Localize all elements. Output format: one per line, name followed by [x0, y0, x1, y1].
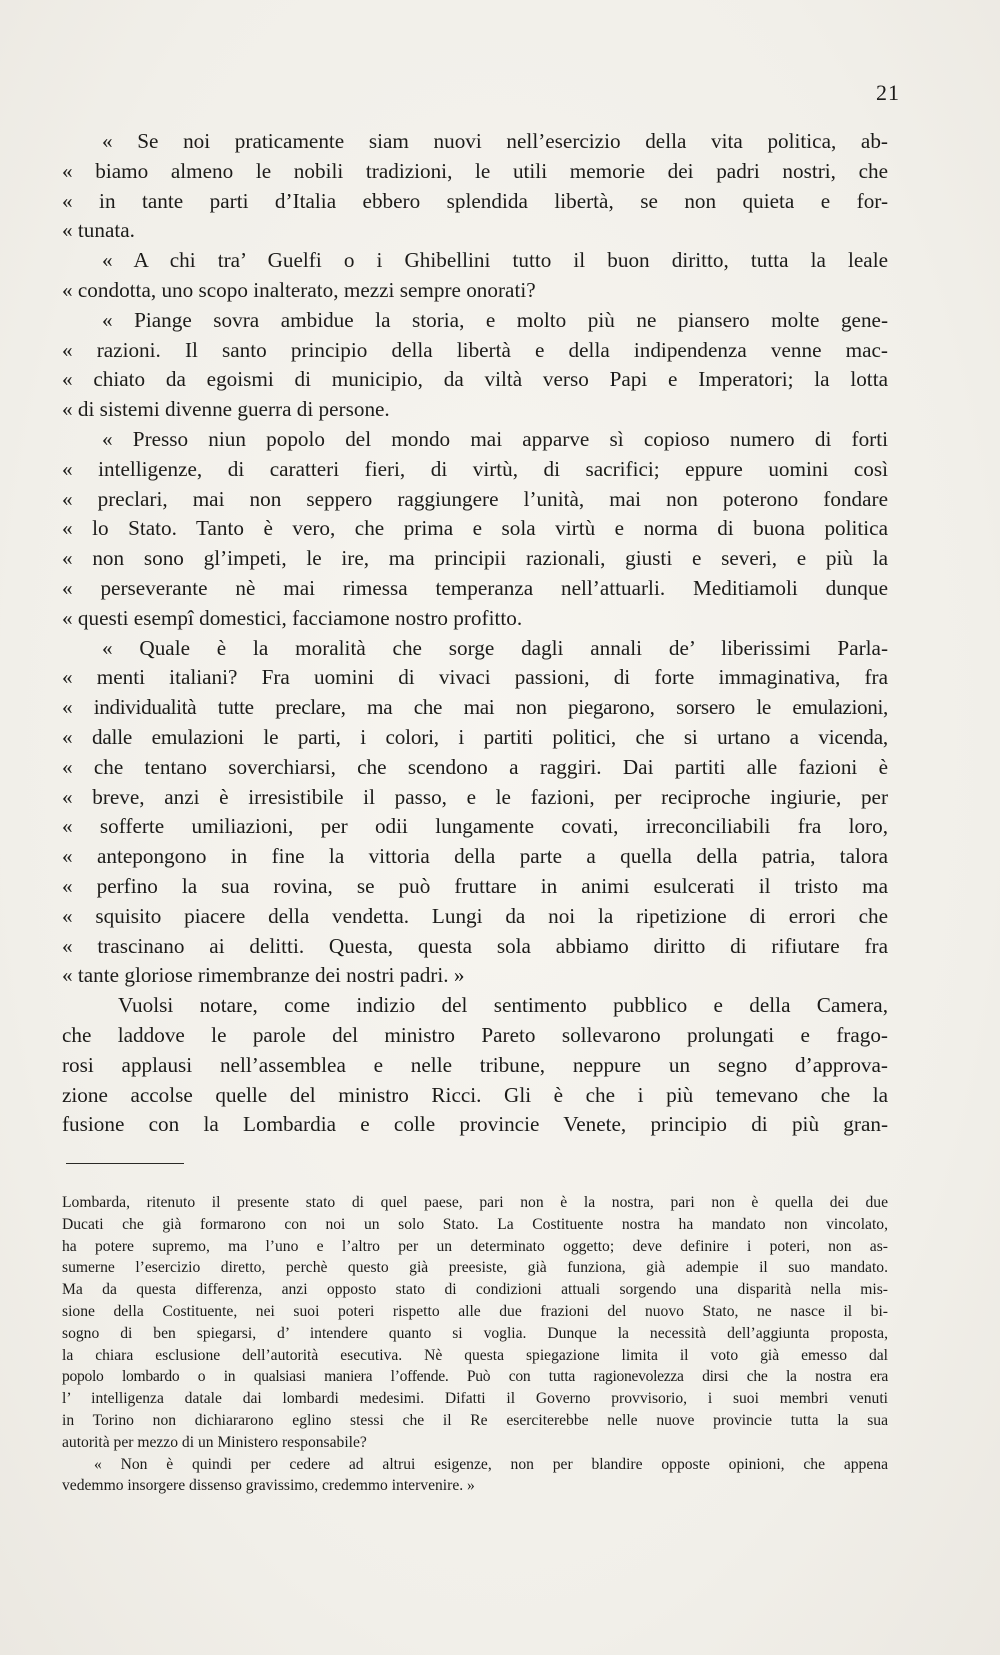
text-line: « perseverante nè mai rimessa temperanza nell’attuarli. Meditiamoli dunque — [62, 575, 888, 600]
text-line: « intelligenze, di caratteri fieri, di virtù, di sacrifici; eppure uomini così — [62, 456, 888, 481]
text-line: « non sono gl’impeti, le ire, ma principii razionali, giusti e severi, e più la — [62, 546, 888, 571]
text-line: « questi esempî domestici, facciamone nostro profitto. — [62, 605, 523, 630]
text-line: zione accolse quelle del ministro Ricci. Gli è che i più temevano che la — [62, 1082, 888, 1107]
text-line: Vuolsi notare, come indizio del sentimento pubblico e della Camera, — [118, 993, 888, 1018]
text-line: « razioni. Il santo principio della libertà e della indipendenza venne mac- — [62, 337, 888, 362]
text-line: che laddove le parole del ministro Pareto sollevarono prolungati e frago- — [62, 1022, 888, 1047]
text-line: « biamo almeno le nobili tradizioni, le utili memorie dei padri nostri, che — [62, 158, 888, 183]
footnote-separator — [66, 1163, 184, 1164]
text-line: « dalle emulazioni le parti, i colori, i partiti politici, che si urtano a vicenda, — [62, 724, 888, 749]
text-line: « Quale è la moralità che sorge dagli annali de’ liberissimi Parla- — [102, 635, 888, 660]
text-line: « antepongono in fine la vittoria della parte a quella della patria, talora — [62, 844, 888, 869]
page-number: 21 — [876, 80, 900, 105]
footnote — [62, 1192, 888, 1497]
text-line: « Presso niun popolo del mondo mai apparve sì copioso numero di forti — [102, 426, 888, 451]
footnote-line: popolo lombardo o in qualsiasi maniera l’offende. Può con tutta ragionevolezza dirsi che la nostra era — [62, 1368, 888, 1386]
text-line: « trascinano ai delitti. Questa, questa sola abbiamo diritto di rifiutare fra — [62, 933, 888, 958]
text-line: « sofferte umiliazioni, per odii lungamente covati, irreconciliabili fra loro, — [62, 814, 888, 839]
text-line: « perfino la sua rovina, se può fruttare in animi esulcerati il tristo ma — [62, 873, 888, 898]
text-line: « che tentano soverchiarsi, che scendono a raggiri. Dai partiti alle fazioni è — [62, 754, 888, 779]
footnote-line: autorità per mezzo di un Ministero responsabile? — [62, 1433, 367, 1451]
footnote-line: Lombarda, ritenuto il presente stato di quel paese, pari non è la nostra, pari non è quella dei due — [62, 1194, 888, 1211]
text-line: « squisito piacere della vendetta. Lungi da noi la ripetizione di errori che — [62, 903, 888, 928]
text-line: « breve, anzi è irresistibile il passo, e le fazioni, per reciproche ingiurie, per — [62, 784, 888, 809]
text-line: « menti italiani? Fra uomini di vivaci passioni, di forte immaginativa, fra — [62, 665, 888, 690]
text-line: « Se noi praticamente siam nuovi nell’esercizio della vita politica, ab- — [102, 129, 888, 153]
footnote-line: Ma da questa differenza, anzi opposto stato di condizioni attuali sorgendo una disparità nella mis- — [62, 1281, 888, 1299]
footnote-line: « Non è quindi per cedere ad altrui esigenze, non per blandire opposte opinioni, che appena — [94, 1455, 888, 1473]
footnote-line: sione della Costituente, nei suoi poteri rispetto alle due frazioni del nuovo Stato, ne nasce il bi- — [62, 1302, 888, 1320]
text-line: « individualità tutte preclare, ma che mai non piegarono, sorsero le emulazioni, — [62, 695, 888, 720]
footnote-line: sumerne l’esercizio diretto, perchè questo già preesiste, già funziona, già adempie il suo mandato. — [62, 1259, 888, 1277]
footnote-line: sogno di ben spiegarsi, d’ intendere quanto si voglia. Dunque la necessità dell’aggiunta proposta, — [62, 1324, 888, 1342]
footnote-line: la chiara esclusione dell’autorità esecutiva. Nè questa spiegazione limita il voto già emesso dal — [62, 1346, 888, 1364]
text-line: fusione con la Lombardia e colle provincie Venete, principio di più gran- — [62, 1112, 888, 1137]
footnote-line: vedemmo insorgere dissenso gravissimo, credemmo intervenire. » — [62, 1477, 475, 1495]
text-line: « lo Stato. Tanto è vero, che prima e sola virtù e norma di buona politica — [62, 516, 888, 541]
text-line: « tante gloriose rimembranze dei nostri padri. » — [62, 963, 465, 988]
text-line: « condotta, uno scopo inalterato, mezzi sempre onorati? — [62, 277, 536, 302]
footnote-line: Ducati che già formarono con noi un solo Stato. La Costituente nostra ha mandato non vincolato, — [62, 1215, 888, 1233]
text-line: « preclari, mai non seppero raggiungere l’unità, mai non poterono fondare — [62, 486, 888, 511]
footnote-line: l’ intelligenza datale dai lombardi medesimi. Difatti il Governo provvisorio, i suoi membri venuti — [62, 1390, 888, 1408]
text-line: « tunata. — [62, 218, 135, 243]
text-line: « in tante parti d’Italia ebbero splendida libertà, se non quieta e for- — [62, 188, 888, 213]
text-line: « chiato da egoismi di municipio, da viltà verso Papi e Imperatori; la lotta — [62, 367, 888, 392]
text-line: « A chi tra’ Guelfi o i Ghibellini tutto il buon diritto, tutta la leale — [102, 248, 888, 273]
footnote-line: in Torino non dichiararono eglino stessi che il Re eserciterebbe nelle nuove provincie tutta la sua — [62, 1411, 888, 1429]
text-line: « Piange sovra ambidue la storia, e molto più ne piansero molte gene- — [102, 307, 888, 332]
text-line: « di sistemi divenne guerra di persone. — [62, 397, 390, 422]
main-text — [62, 127, 888, 1140]
text-line: rosi applausi nell’assemblea e nelle tribune, neppure un segno d’approva- — [62, 1052, 888, 1077]
footnote-line: ha potere supremo, ma l’uno e l’altro per un determinato oggetto; deve definire i poteri, non as- — [62, 1237, 888, 1255]
